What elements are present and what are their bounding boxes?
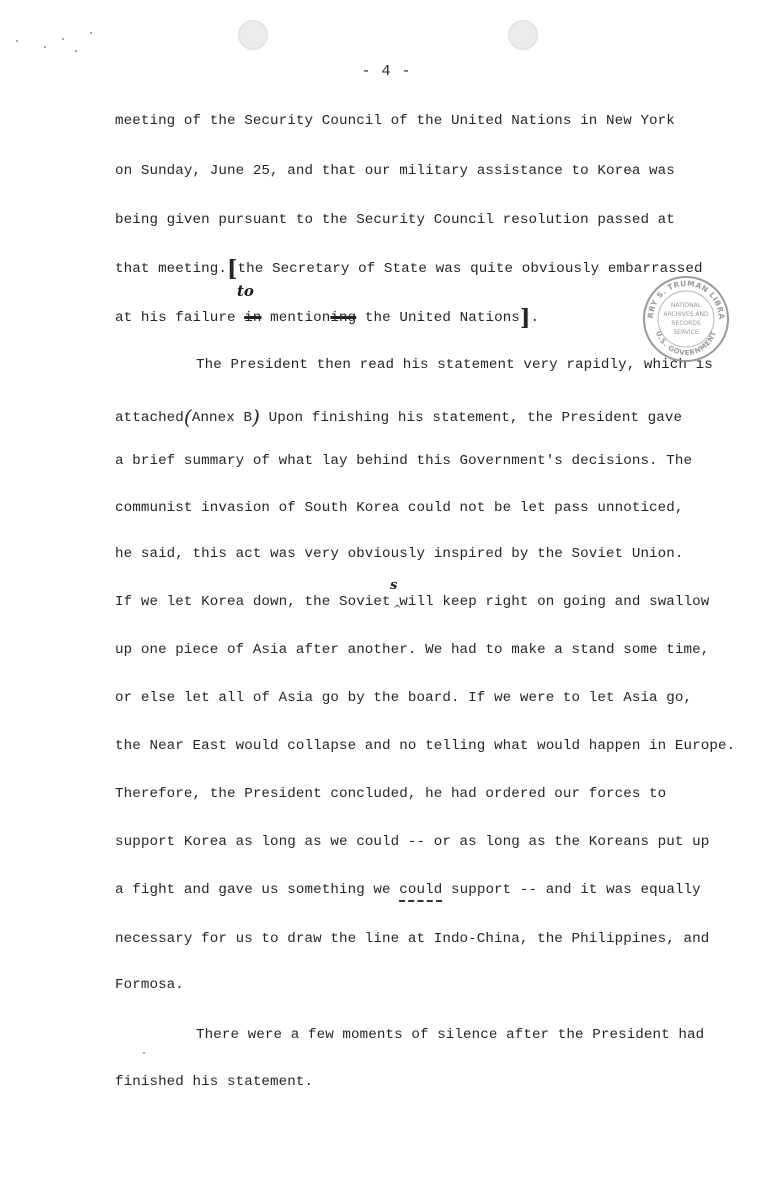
text-segment: attached (115, 410, 184, 426)
handwritten-close-bracket: ] (519, 305, 531, 331)
handwritten-insertion-s: s (390, 578, 398, 593)
text-line: being given pursuant to the Security Council resolution passed at (115, 212, 675, 228)
paper-speck (75, 50, 77, 52)
stamp-line: RECORDS (671, 320, 701, 327)
text-line: There were a few moments of silence after the President had (196, 1027, 705, 1043)
paper-speck (16, 40, 18, 42)
handwritten-insertion-to: to (237, 282, 254, 300)
handwritten-close-paren: ) (252, 405, 261, 429)
stamp-line: ARCHIVES AND (663, 311, 709, 318)
text-line: the Near East would collapse and no telling what would happen in Europe. (115, 738, 736, 754)
text-line: at his failure in mentioning the United Nations]. (115, 305, 540, 331)
paper-speck (62, 38, 64, 40)
struck-word: in (244, 310, 262, 326)
text-line (115, 405, 682, 429)
text-line: on Sunday, June 25, and that our military assistance to Korea was (115, 163, 675, 179)
text-segment: that meeting. (115, 261, 227, 277)
text-line: The President then read his statement very rapidly, which is (196, 357, 713, 373)
text-line: communist invasion of South Korea could not be let pass unnoticed, (115, 500, 684, 516)
punch-hole-left (238, 20, 268, 50)
text-segment: a fight and gave us something we (115, 882, 391, 898)
text-line: up one piece of Asia after another. We had to make a stand some time, (115, 642, 710, 658)
handwritten-open-paren: ( (183, 405, 192, 429)
text-line: a brief summary of what lay behind this Government's decisions. The (115, 453, 693, 469)
text-line (115, 882, 701, 898)
page-number: - 4 - (361, 63, 412, 80)
text-segment: mention (270, 310, 331, 326)
stamp-line: SERVICE (673, 329, 699, 336)
stamp-bottom-text: U.S. GOVERNMENT (653, 329, 718, 358)
text-segment: will keep right on going and swallow (399, 594, 710, 610)
paper-speck (44, 46, 46, 48)
text-line: Formosa. (115, 977, 184, 993)
paper-speck (90, 32, 92, 34)
text-line: meeting of the Security Council of the United Nations in New York (115, 113, 675, 129)
text-line: he said, this act was very obviously inspired by the Soviet Union. (115, 546, 684, 562)
text-segment: Annex B (191, 410, 253, 426)
stamp-top-text: RRY S. TRUMAN LIBRA (645, 278, 727, 320)
text-segment: support -- and it was equally (450, 882, 701, 898)
text-segment: at his failure (115, 310, 236, 326)
text-segment: the Secretary of State was quite obviously embarrassed (237, 261, 703, 277)
text-line (115, 594, 709, 610)
handwritten-open-bracket: [ (226, 256, 238, 282)
text-segment: the United Nations (364, 310, 520, 326)
struck-word: ing (330, 310, 357, 326)
underlined-word: could (399, 882, 442, 902)
library-stamp (641, 274, 731, 364)
text-line: Therefore, the President concluded, he had ordered our forces to (115, 786, 667, 802)
text-line (115, 258, 703, 280)
text-segment: If we let Korea down, the Soviet (115, 594, 391, 610)
text-segment: Upon finishing his statement, the President gave (268, 410, 683, 426)
text-line: finished his statement. (115, 1074, 314, 1090)
stamp-seal-icon (641, 274, 731, 364)
insertion-caret: ^ (393, 604, 402, 615)
text-line: or else let all of Asia go by the board. If we were to let Asia go, (115, 690, 693, 706)
punch-hole-right (508, 20, 538, 50)
text-line: necessary for us to draw the line at Indo-China, the Philippines, and (115, 931, 710, 947)
paper-speck (143, 1052, 145, 1054)
stamp-line: NATIONAL (670, 302, 702, 309)
text-line: support Korea as long as we could -- or as long as the Koreans put up (115, 834, 710, 850)
